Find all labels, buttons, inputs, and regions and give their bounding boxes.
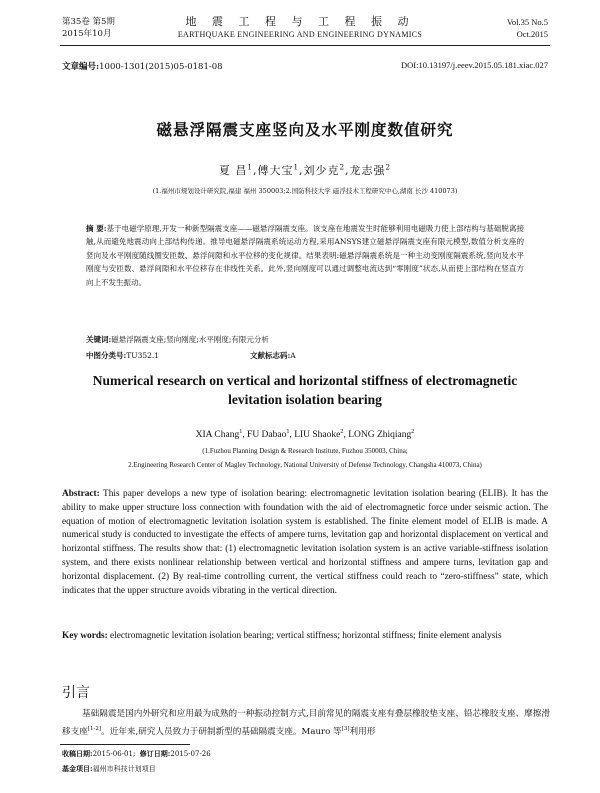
keywords-cn-label: 关键词:: [86, 335, 112, 344]
abstract-en-label: Abstract:: [62, 489, 100, 499]
keywords-en: [62, 630, 548, 644]
citation-1[interactable]: [1-2]: [87, 726, 102, 732]
author-cn-1-sup: 1: [247, 162, 253, 172]
author-en-2-sup: 1: [286, 429, 290, 435]
section-heading-introduction: 引言: [62, 685, 90, 701]
authors-en: XIA Chang$^1$, FU Dabao$^1$, LIU Shaoke$^2$, LONG Zhiqiang$^2$: [195, 429, 415, 441]
header-divider: [60, 45, 550, 46]
article-number-label: 文章编号:: [62, 62, 100, 72]
document-code-value: A: [290, 351, 296, 360]
author-en-3: LIU Shaoke: [294, 430, 341, 441]
abstract-cn-label: 摘 要:: [86, 224, 107, 233]
author-en-2: FU Dabao: [247, 430, 287, 441]
title-en-line-1: Numerical research on vertical and horizontal stiffness of electromagnetic: [92, 373, 518, 388]
document-code: [250, 350, 296, 361]
author-en-1: XIA Chang: [195, 430, 240, 441]
keywords-cn: [86, 334, 524, 345]
intro-text-a: 基础隔震是国内外研究和应用最为成熟的一种振动控制方式,目前常见的隔震支座有叠层橡胶垫支座、铅芯橡胶支座、摩擦滑移支座: [62, 709, 550, 737]
article-number: [62, 60, 223, 72]
title-en-line-2: levitation isolation bearing: [228, 392, 382, 407]
running-header-center: [150, 15, 450, 40]
author-cn-4: 龙志强: [349, 164, 386, 177]
title-en: [60, 371, 550, 409]
authors-cn: 夏 昌$^1$,傅大宝$^1$,刘少克$^2$,龙志强$^2$: [218, 162, 392, 177]
footnote-dates: [62, 749, 211, 759]
author-en-4: LONG Zhiqiang: [348, 430, 412, 441]
abstract-cn: [86, 222, 524, 289]
introduction-paragraph: [62, 707, 550, 740]
author-en-1-sup: 1: [239, 429, 243, 435]
volume-cn: 第35卷 第5期: [62, 17, 115, 27]
author-cn-1: 夏 昌: [218, 164, 248, 177]
author-cn-2: 傅大宝: [257, 164, 294, 177]
author-cn-2-sup: 1: [293, 162, 299, 172]
abstract-en: [62, 488, 548, 598]
journal-name-cn: 地 震 工 程 与 工 程 振 动: [185, 15, 415, 28]
journal-name-en: EARTHQUAKE ENGINEERING AND ENGINEERING DYNAMICS: [177, 30, 423, 39]
citation-2[interactable]: [3]: [341, 726, 350, 732]
author-en-3-sup: 2: [340, 429, 344, 435]
doi: DOI:10.13197/j.eeev.2015.05.181.xiac.027: [401, 60, 548, 70]
footnote-funding: [62, 764, 156, 774]
keywords-en-label: Key words:: [62, 631, 108, 641]
classification-number: [86, 350, 159, 361]
author-cn-3-sup: 2: [339, 162, 346, 172]
classification-value: TU352.1: [126, 351, 160, 360]
document-code-label: 文献标志码:: [250, 351, 291, 360]
affiliation-en-1: (1.Fuzhou Planning Design & Research Institute, Fuzhou 350003, China;: [202, 447, 408, 455]
received-label: 收稿日期:: [62, 749, 93, 758]
article-number-value: 1000-1301(2015)05-0181-08: [99, 62, 223, 72]
author-cn-3: 刘少克: [303, 164, 340, 177]
keywords-cn-text: 磁悬浮隔震支座;竖向刚度;水平刚度;有限元分析: [111, 335, 269, 344]
revised-label: 修订日期:: [139, 749, 171, 758]
keywords-en-text: electromagnetic levitation isolation bearing; vertical stiffness; horizontal stiffness; finite element analysis: [110, 631, 502, 641]
volume-en: Vol.35 No.5: [506, 17, 548, 27]
abstract-cn-text: 基于电磁学原理,开发一种新型隔震支座——磁悬浮隔震支座。该支座在地震发生时能够利用电磁吸力使上部结构与基础脱离接触,从而避免地震动向上部结构传递。推导电磁悬浮隔震系统运动方程,采用ANSYS建立磁悬浮隔震支座有限元模型,数值分析支座的竖向及水平刚度随线圈安匝数、悬浮间隙和水平位移的变化规律。结果表明:磁悬浮隔震系统是一种主动变刚度隔震系统,竖向及水平刚度与安匝数、悬浮间隙和水平位移存在非线性关系。此外,竖向刚度可以通过调整电流达到“零刚度”状态,从而使上部结构在竖直方向上不发生振动。: [86, 224, 524, 287]
running-header-left: [62, 16, 115, 40]
revised-date: 2015-07-26: [170, 750, 211, 758]
abstract-en-text: This paper develops a new type of isolation bearing: electromagnetic levitation isolation bearing (ELIB). It has the ability to make upper structure loss connection with foundation with the aid of electromagnetic force under seismic action. The equation of motion of electromagnetic levitation isolation system is established. The finite element model of ELIB is made. A numerical study is conducted to investigate the effects of ampere turns, levitation gap and horizontal displacement on vertical and horizontal stiffness. The results show that: (1) electromagnetic levitation isolation system is an active variable-stiffness isolation system, and there exists nonlinear relationship between vertical and horizontal stiffness and ampere turns, levitation gap and horizontal displacement. (2) By real-time controlling current, the vertical stiffness could reach to “zero-stiffness” state, which indicates that the upper structure avoids vibrating in the vertical direction.: [62, 489, 548, 596]
fund-text: 福州市科技计划项目: [92, 765, 156, 773]
footnote-divider: [60, 744, 190, 745]
author-en-4-sup: 2: [411, 429, 415, 435]
intro-text-b: 。近年来,研究人员致力于研制新型的基础隔震支座。Mauro 等: [101, 726, 342, 737]
author-cn-4-sup: 2: [385, 162, 392, 172]
intro-text-c: 利用形: [349, 726, 376, 737]
received-date: 2015-06-01;: [92, 750, 136, 758]
fund-label: 基金项目:: [62, 764, 93, 773]
classification-label: 中图分类号:: [86, 351, 127, 360]
running-header-right: [507, 16, 548, 40]
date-en: Oct.2015: [516, 29, 548, 39]
affiliation-en-2: 2.Engineering Research Center of Maglev Technology, National University of Defense Technology, Changsha 410073, China): [128, 461, 482, 469]
title-cn: 磁悬浮隔震支座竖向及水平刚度数值研究: [156, 120, 454, 139]
affiliation-cn: (1.福州市规划设计研究院,福建 福州 350003;2.国防科技大学 磁浮技术工程研究中心,湖南 长沙 410073): [152, 187, 458, 195]
date-cn: 2015年10月: [62, 29, 112, 39]
